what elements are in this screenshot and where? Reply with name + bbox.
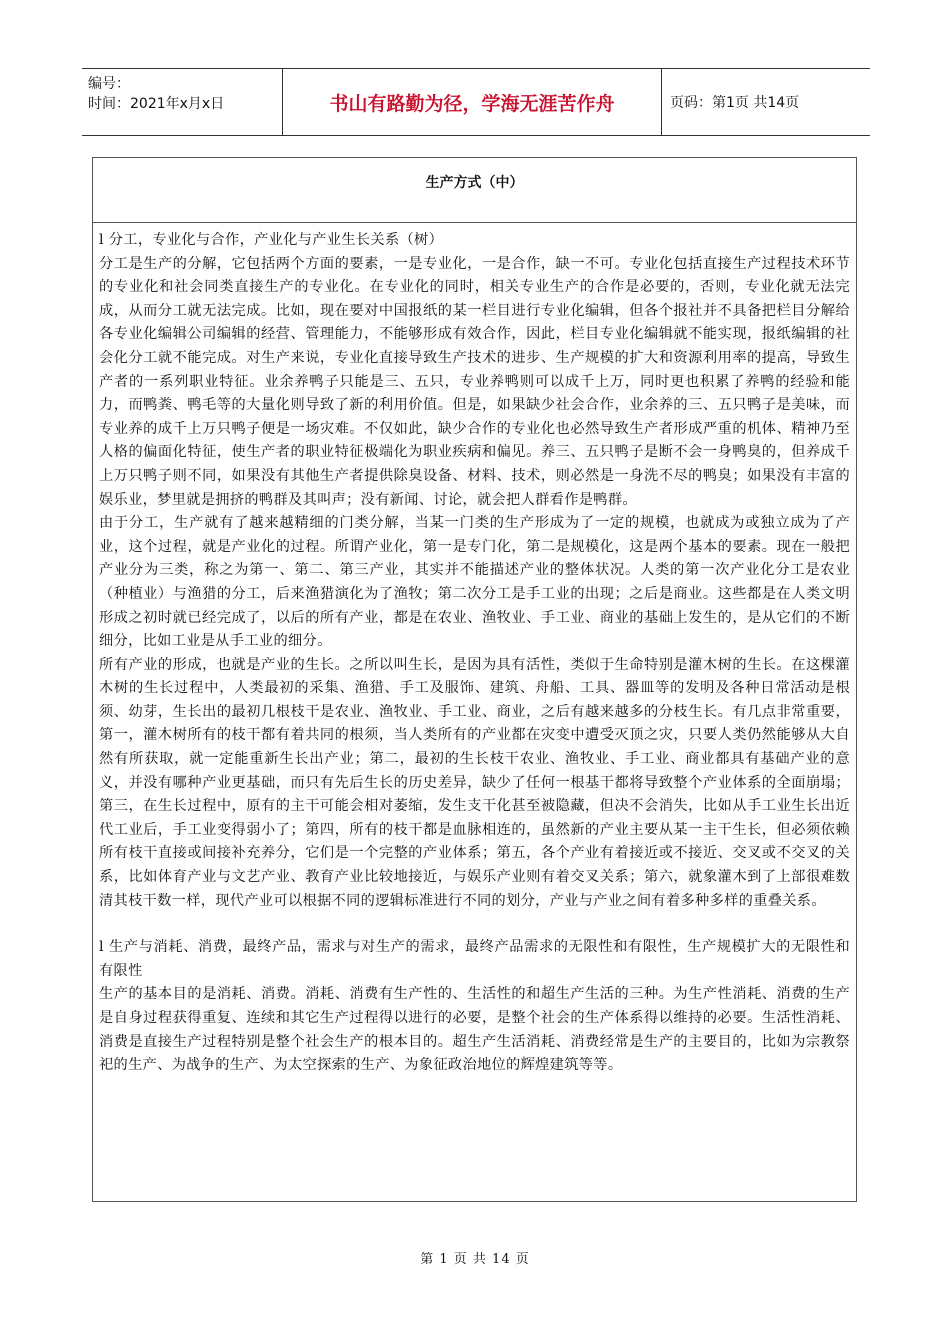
section-2-heading: l 生产与消耗、消费，最终产品，需求与对生产的需求，最终产品需求的无限性和有限性，生产规模扩大的无限性和有限性 <box>99 939 850 979</box>
page-footer: 第 1 页 共 14 页 <box>420 1252 530 1267</box>
section-2-paragraph-1: 生产的基本目的是消耗、消费。消耗、消费有生产性的、生活性的和超生产生活的三种。为生产性消耗、消费的生产是自身过程获得重复、连续和其它生产过程得以进行的必要，是整个社会的生产体系得以维持的必要。生活性消耗、消费是直接生产过程特别是整个社会生产的根本目的。超生产生活消耗、消费经常是生产的主要目的，比如为宗教祭祀的生产、为战争的生产、为太空探索的生产、为象征政治地位的辉煌建筑等等。 <box>99 986 850 1074</box>
section-spacer <box>99 913 850 936</box>
document-title: 生产方式（中） <box>425 175 524 191</box>
header-meta <box>82 69 282 135</box>
section-1-heading: l 分工，专业化与合作，产业化与产业生长关系（树） <box>99 232 444 248</box>
title-row <box>93 158 856 223</box>
document-frame <box>92 157 857 1202</box>
header-page-info: 页码：第1页 共14页 <box>670 95 800 111</box>
header-number-label: 编号： <box>88 76 130 92</box>
section-1-paragraph-2: 由于分工，生产就有了越来越精细的门类分解，当某一门类的生产形成为了一定的规模，也就成为或独立成为了产业，这个过程，就是产业化的过程。所谓产业化，第一是专门化，第二是规模化，这是两个基本的要素。现在一般把产业分为三类，称之为第一、第二、第三产业，其实并不能描述产业的整体状况。人类的第一次产业化分工是农业（种植业）与渔猎的分工，后来渔猎演化为了渔牧；第二次分工是手工业的出现；之后是商业。这些都是在人类文明形成之初时就已经完成了，以后的所有产业，都是在农业、渔牧业、手工业、商业的基础上发生的，是从它们的不断细分，比如工业是从手工业的细分。 <box>99 515 850 650</box>
document-body <box>93 223 856 1078</box>
page-header <box>82 68 870 136</box>
section-1-paragraph-1: 分工是生产的分解，它包括两个方面的要素，一是专业化，一是合作，缺一不可。专业化包括直接生产过程技术环节的专业化和社会同类直接生产的专业化。在专业化的同时，相关专业生产的合作是必要的，否则，专业化就无法完成，从而分工就无法完成。比如，现在要对中国报纸的某一栏目进行专业化编辑，但各个报社并不具备把栏目分解给各专业化编辑公司编辑的经营、管理能力，不能够形成有效合作，因此，栏目专业化编辑就不能实现，报纸编辑的社会化分工就不能完成。对生产来说，专业化直接导致生产技术的进步、生产规模的扩大和资源利用率的提高，导致生产者的一系列职业特征。业余养鸭子只能是三、五只，专业养鸭则可以成千上万，同时更也积累了养鸭的经验和能力，而鸭粪、鸭毛等的大量化则导致了新的利用价值。但是，如果缺少社会合作，业余养的三、五只鸭子是美味，而专业养的成千上万只鸭子便是一场灾难。不仅如此，缺少合作的专业化也必然导致生产者形成严重的机体、精神乃至人格的偏面化特征，使生产者的职业特征极端化为职业疾病和偏见。养三、五只鸭子是断不会一身鸭臭的，但养成千上万只鸭子则不同，如果没有其他生产者提供除臭设备、材料、技术，则必然是一身洗不尽的鸭臭；如果没有丰富的娱乐业，梦里就是拥挤的鸭群及其叫声；没有新闻、讨论，就会把人群看作是鸭群。 <box>99 255 850 508</box>
section-1-paragraph-3: 所有产业的形成，也就是产业的生长。之所以叫生长，是因为具有活性，类似于生命特别是灌木树的生长。在这棵灌木树的生长过程中，人类最初的采集、渔猎、手工及服饰、建筑、舟船、工具、器皿等的发明及各种日常活动是根须、幼芽，生长出的最初几根枝干是农业、渔牧业、手工业、商业，之后有越来越多的分枝生长。有几点非常重要，第一，灌木树所有的枝干都有着共同的根须，当人类所有的产业都在灾变中遭受灭顶之灾，只要人类仍然能够从大自然有所获取，就一定能重新生长出产业；第二，最初的生长枝干农业、渔牧业、手工业、商业都具有基础产业的意义，并没有哪种产业更基础，而只有先后生长的历史差异，缺少了任何一根基干都将导致整个产业体系的全面崩塌；第三，在生长过程中，原有的主干可能会相对萎缩，发生支干化甚至被隐藏，但决不会消失，比如从手工业生长出近代工业后，手工业变得弱小了；第四，所有的枝干都是血脉相连的，虽然新的产业主要从某一主干生长，但必须依赖所有枝干直接或间接补充养分，它们是一个完整的产业体系；第五，各个产业有着接近或不接近、交叉或不交叉的关系，比如体育产业与文艺产业、教育产业比较地接近，与娱乐产业则有着交叉关系；第六，就象灌木到了上部很难数清其枝干数一样，现代产业可以根据不同的逻辑标准进行不同的划分，产业与产业之间有着多种多样的重叠关系。 <box>99 656 850 909</box>
header-date: 时间：2021年x月x日 <box>88 96 225 112</box>
header-motto: 书山有路勤为径，学海无涯苦作舟 <box>282 69 662 135</box>
